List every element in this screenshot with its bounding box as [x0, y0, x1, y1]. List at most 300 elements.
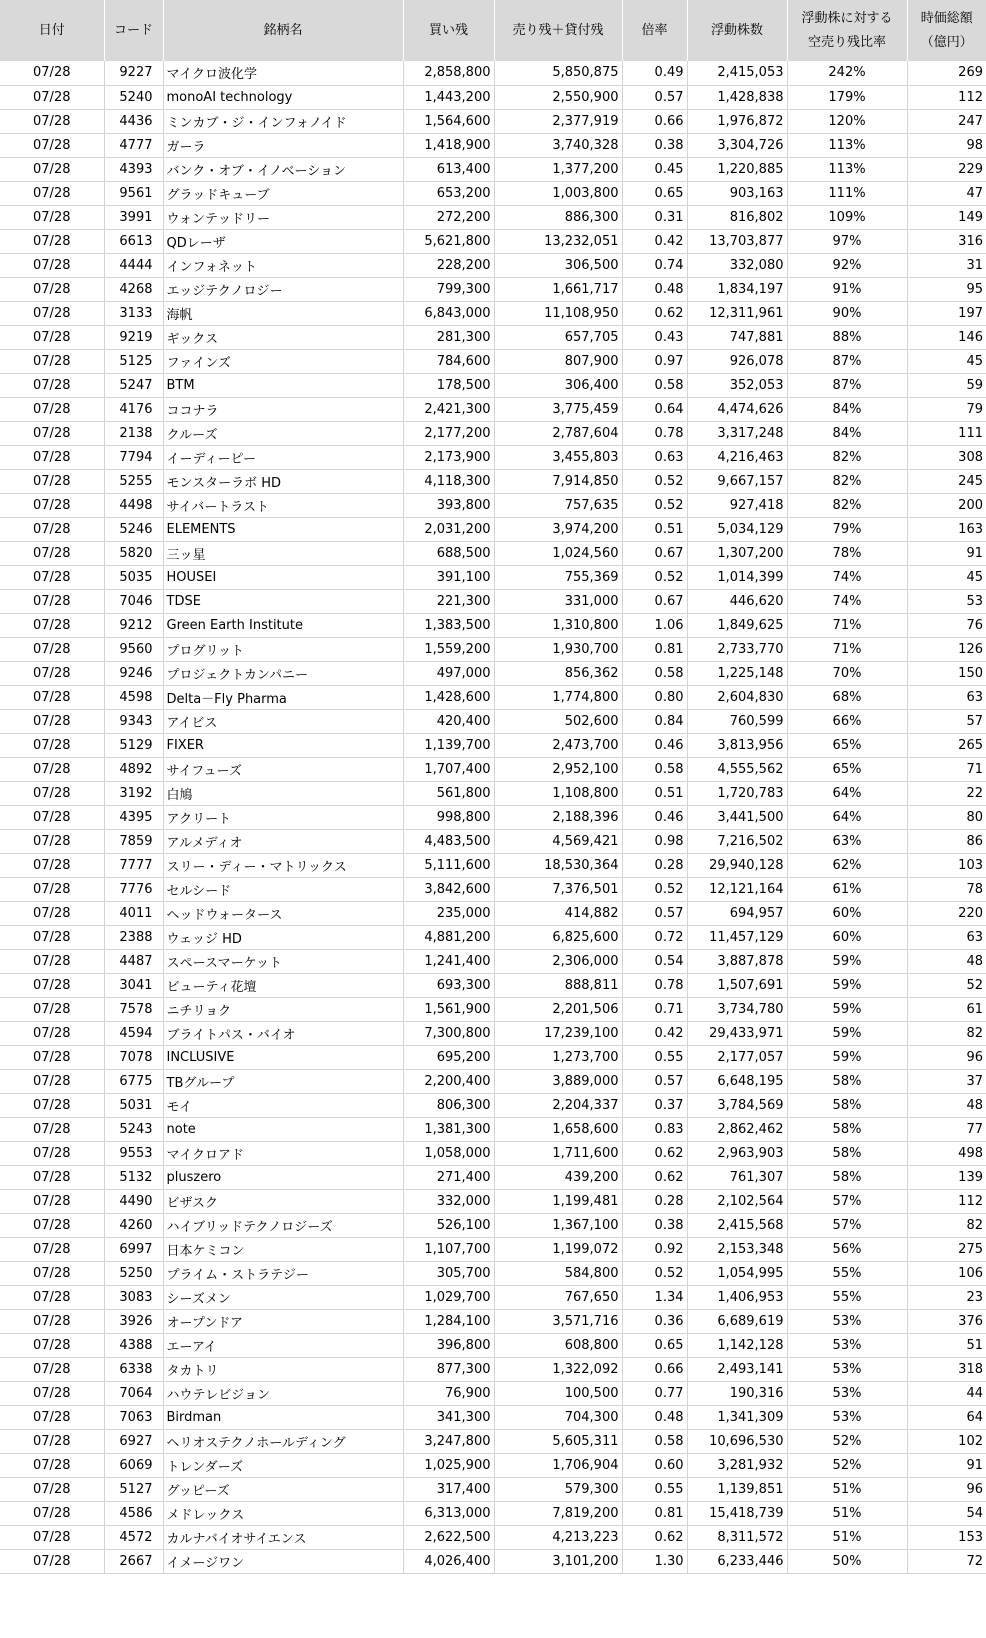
cell-short-ratio: 92% — [787, 253, 907, 277]
cell-date: 07/28 — [0, 1093, 104, 1117]
table-row — [0, 1021, 986, 1045]
cell-date: 07/28 — [0, 781, 104, 805]
cell-date: 07/28 — [0, 637, 104, 661]
cell-ratio: 0.42 — [622, 229, 687, 253]
cell-sell: 1,199,072 — [494, 1237, 622, 1261]
cell-code: 7859 — [104, 829, 163, 853]
table-row — [0, 757, 986, 781]
cell-buy: 396,800 — [403, 1333, 494, 1357]
cell-sell: 502,600 — [494, 709, 622, 733]
cell-market-cap: 111 — [907, 421, 986, 445]
cell-sell: 5,605,311 — [494, 1429, 622, 1453]
header-buy: 買い残 — [403, 0, 494, 61]
cell-float: 6,648,195 — [687, 1069, 787, 1093]
cell-ratio: 0.52 — [622, 469, 687, 493]
cell-market-cap: 98 — [907, 133, 986, 157]
cell-date: 07/28 — [0, 181, 104, 205]
cell-code: 4268 — [104, 277, 163, 301]
cell-date: 07/28 — [0, 925, 104, 949]
cell-buy: 221,300 — [403, 589, 494, 613]
table-row — [0, 157, 986, 181]
cell-float: 3,317,248 — [687, 421, 787, 445]
cell-ratio: 0.78 — [622, 973, 687, 997]
cell-ratio: 0.72 — [622, 925, 687, 949]
cell-market-cap: 150 — [907, 661, 986, 685]
cell-float: 1,428,838 — [687, 85, 787, 109]
table-row — [0, 109, 986, 133]
cell-ratio: 0.52 — [622, 877, 687, 901]
cell-name: サイバートラスト — [163, 493, 403, 517]
table-row — [0, 805, 986, 829]
cell-name: Birdman — [163, 1405, 403, 1429]
cell-buy: 1,383,500 — [403, 613, 494, 637]
cell-market-cap: 200 — [907, 493, 986, 517]
cell-code: 9343 — [104, 709, 163, 733]
cell-float: 1,220,885 — [687, 157, 787, 181]
cell-name: ELEMENTS — [163, 517, 403, 541]
cell-date: 07/28 — [0, 1405, 104, 1429]
cell-code: 7578 — [104, 997, 163, 1021]
cell-name: ヘッドウォータース — [163, 901, 403, 925]
cell-sell: 2,188,396 — [494, 805, 622, 829]
cell-float: 1,307,200 — [687, 541, 787, 565]
cell-buy: 4,881,200 — [403, 925, 494, 949]
cell-market-cap: 51 — [907, 1333, 986, 1357]
cell-buy: 7,300,800 — [403, 1021, 494, 1045]
cell-market-cap: 163 — [907, 517, 986, 541]
cell-short-ratio: 53% — [787, 1309, 907, 1333]
cell-date: 07/28 — [0, 469, 104, 493]
cell-name: エッジテクノロジー — [163, 277, 403, 301]
cell-market-cap: 31 — [907, 253, 986, 277]
cell-sell: 1,108,800 — [494, 781, 622, 805]
cell-name: サイフューズ — [163, 757, 403, 781]
cell-market-cap: 220 — [907, 901, 986, 925]
cell-name: ガーラ — [163, 133, 403, 157]
cell-sell: 755,369 — [494, 565, 622, 589]
cell-name: ニチリョク — [163, 997, 403, 1021]
cell-ratio: 0.97 — [622, 349, 687, 373]
cell-short-ratio: 52% — [787, 1453, 907, 1477]
cell-short-ratio: 70% — [787, 661, 907, 685]
table-row — [0, 1453, 986, 1477]
table-row — [0, 1285, 986, 1309]
cell-date: 07/28 — [0, 109, 104, 133]
table-row — [0, 301, 986, 325]
cell-name: アイビス — [163, 709, 403, 733]
cell-market-cap: 126 — [907, 637, 986, 661]
cell-float: 8,311,572 — [687, 1525, 787, 1549]
cell-market-cap: 498 — [907, 1141, 986, 1165]
cell-buy: 3,842,600 — [403, 877, 494, 901]
cell-date: 07/28 — [0, 517, 104, 541]
table-row — [0, 661, 986, 685]
cell-buy: 1,443,200 — [403, 85, 494, 109]
cell-buy: 2,858,800 — [403, 61, 494, 85]
table-row — [0, 85, 986, 109]
cell-ratio: 0.43 — [622, 325, 687, 349]
cell-ratio: 0.67 — [622, 541, 687, 565]
cell-buy: 877,300 — [403, 1357, 494, 1381]
cell-name: ウェッジ HD — [163, 925, 403, 949]
table-row — [0, 541, 986, 565]
cell-sell: 414,882 — [494, 901, 622, 925]
cell-buy: 1,058,000 — [403, 1141, 494, 1165]
cell-code: 3133 — [104, 301, 163, 325]
cell-ratio: 1.30 — [622, 1549, 687, 1573]
cell-date: 07/28 — [0, 733, 104, 757]
cell-buy: 653,200 — [403, 181, 494, 205]
cell-date: 07/28 — [0, 1117, 104, 1141]
cell-short-ratio: 87% — [787, 373, 907, 397]
cell-sell: 608,800 — [494, 1333, 622, 1357]
cell-short-ratio: 59% — [787, 997, 907, 1021]
table-row — [0, 1117, 986, 1141]
cell-code: 4393 — [104, 157, 163, 181]
cell-float: 694,957 — [687, 901, 787, 925]
cell-float: 760,599 — [687, 709, 787, 733]
cell-code: 7777 — [104, 853, 163, 877]
cell-ratio: 0.67 — [622, 589, 687, 613]
cell-float: 1,406,953 — [687, 1285, 787, 1309]
cell-sell: 306,500 — [494, 253, 622, 277]
cell-short-ratio: 78% — [787, 541, 907, 565]
cell-buy: 2,031,200 — [403, 517, 494, 541]
table-row — [0, 925, 986, 949]
table-row — [0, 205, 986, 229]
cell-sell: 1,711,600 — [494, 1141, 622, 1165]
cell-name: プログリット — [163, 637, 403, 661]
cell-market-cap: 53 — [907, 589, 986, 613]
cell-short-ratio: 66% — [787, 709, 907, 733]
cell-float: 926,078 — [687, 349, 787, 373]
cell-buy: 228,200 — [403, 253, 494, 277]
cell-ratio: 0.65 — [622, 181, 687, 205]
cell-ratio: 0.80 — [622, 685, 687, 709]
cell-name: ファインズ — [163, 349, 403, 373]
cell-buy: 76,900 — [403, 1381, 494, 1405]
cell-market-cap: 82 — [907, 1213, 986, 1237]
cell-date: 07/28 — [0, 421, 104, 445]
cell-ratio: 0.31 — [622, 205, 687, 229]
cell-name: ハイブリッドテクノロジーズ — [163, 1213, 403, 1237]
cell-code: 6775 — [104, 1069, 163, 1093]
table-row — [0, 133, 986, 157]
table-row — [0, 829, 986, 853]
cell-float: 6,233,446 — [687, 1549, 787, 1573]
cell-short-ratio: 87% — [787, 349, 907, 373]
cell-market-cap: 95 — [907, 277, 986, 301]
cell-sell: 5,850,875 — [494, 61, 622, 85]
cell-sell: 1,661,717 — [494, 277, 622, 301]
cell-name: マイクロ波化学 — [163, 61, 403, 85]
cell-date: 07/28 — [0, 1501, 104, 1525]
cell-float: 1,054,995 — [687, 1261, 787, 1285]
cell-date: 07/28 — [0, 1357, 104, 1381]
cell-market-cap: 79 — [907, 397, 986, 421]
cell-date: 07/28 — [0, 1165, 104, 1189]
cell-ratio: 0.46 — [622, 805, 687, 829]
cell-ratio: 0.58 — [622, 1429, 687, 1453]
cell-float: 1,720,783 — [687, 781, 787, 805]
cell-ratio: 0.92 — [622, 1237, 687, 1261]
cell-name: モンスターラボ HD — [163, 469, 403, 493]
cell-ratio: 0.45 — [622, 157, 687, 181]
cell-market-cap: 78 — [907, 877, 986, 901]
cell-ratio: 0.71 — [622, 997, 687, 1021]
cell-code: 3926 — [104, 1309, 163, 1333]
cell-short-ratio: 59% — [787, 1021, 907, 1045]
cell-market-cap: 80 — [907, 805, 986, 829]
table-row — [0, 1333, 986, 1357]
cell-code: 4572 — [104, 1525, 163, 1549]
cell-ratio: 0.77 — [622, 1381, 687, 1405]
cell-buy: 4,483,500 — [403, 829, 494, 853]
cell-name: INCLUSIVE — [163, 1045, 403, 1069]
cell-buy: 178,500 — [403, 373, 494, 397]
table-row — [0, 325, 986, 349]
cell-market-cap: 91 — [907, 541, 986, 565]
cell-ratio: 0.38 — [622, 1213, 687, 1237]
cell-market-cap: 96 — [907, 1045, 986, 1069]
cell-sell: 807,900 — [494, 349, 622, 373]
table-row — [0, 373, 986, 397]
cell-date: 07/28 — [0, 973, 104, 997]
cell-name: イーディーピー — [163, 445, 403, 469]
cell-date: 07/28 — [0, 877, 104, 901]
cell-float: 5,034,129 — [687, 517, 787, 541]
cell-name: monoAI technology — [163, 85, 403, 109]
cell-code: 3041 — [104, 973, 163, 997]
cell-date: 07/28 — [0, 277, 104, 301]
cell-ratio: 0.51 — [622, 781, 687, 805]
cell-date: 07/28 — [0, 1525, 104, 1549]
cell-sell: 4,213,223 — [494, 1525, 622, 1549]
header-ratio: 倍率 — [622, 0, 687, 61]
cell-sell: 7,376,501 — [494, 877, 622, 901]
cell-date: 07/28 — [0, 997, 104, 1021]
cell-sell: 17,239,100 — [494, 1021, 622, 1045]
cell-float: 332,080 — [687, 253, 787, 277]
cell-code: 4260 — [104, 1213, 163, 1237]
cell-code: 5129 — [104, 733, 163, 757]
cell-market-cap: 229 — [907, 157, 986, 181]
cell-code: 9560 — [104, 637, 163, 661]
table-row — [0, 1237, 986, 1261]
cell-short-ratio: 68% — [787, 685, 907, 709]
table-row — [0, 613, 986, 637]
cell-market-cap: 76 — [907, 613, 986, 637]
cell-name: セルシード — [163, 877, 403, 901]
table-row — [0, 1381, 986, 1405]
cell-market-cap: 91 — [907, 1453, 986, 1477]
table-row — [0, 901, 986, 925]
cell-sell: 1,930,700 — [494, 637, 622, 661]
cell-buy: 5,111,600 — [403, 853, 494, 877]
cell-float: 1,976,872 — [687, 109, 787, 133]
cell-date: 07/28 — [0, 301, 104, 325]
cell-date: 07/28 — [0, 805, 104, 829]
cell-short-ratio: 59% — [787, 973, 907, 997]
cell-name: BTM — [163, 373, 403, 397]
cell-code: 6069 — [104, 1453, 163, 1477]
cell-ratio: 0.46 — [622, 733, 687, 757]
cell-name: グラッドキューブ — [163, 181, 403, 205]
cell-date: 07/28 — [0, 1021, 104, 1045]
cell-buy: 688,500 — [403, 541, 494, 565]
cell-ratio: 0.48 — [622, 277, 687, 301]
table-row — [0, 709, 986, 733]
cell-code: 9561 — [104, 181, 163, 205]
cell-code: 9212 — [104, 613, 163, 637]
cell-code: 2388 — [104, 925, 163, 949]
cell-date: 07/28 — [0, 349, 104, 373]
cell-code: 9219 — [104, 325, 163, 349]
cell-ratio: 0.62 — [622, 1165, 687, 1189]
table-row — [0, 949, 986, 973]
cell-date: 07/28 — [0, 589, 104, 613]
cell-float: 29,433,971 — [687, 1021, 787, 1045]
cell-market-cap: 63 — [907, 925, 986, 949]
cell-market-cap: 316 — [907, 229, 986, 253]
cell-short-ratio: 74% — [787, 589, 907, 613]
cell-name: 三ッ星 — [163, 541, 403, 565]
cell-short-ratio: 60% — [787, 925, 907, 949]
cell-sell: 767,650 — [494, 1285, 622, 1309]
table-row — [0, 589, 986, 613]
cell-date: 07/28 — [0, 325, 104, 349]
cell-buy: 2,200,400 — [403, 1069, 494, 1093]
cell-date: 07/28 — [0, 397, 104, 421]
cell-date: 07/28 — [0, 493, 104, 517]
cell-sell: 2,787,604 — [494, 421, 622, 445]
cell-short-ratio: 53% — [787, 1333, 907, 1357]
cell-short-ratio: 51% — [787, 1477, 907, 1501]
cell-ratio: 0.52 — [622, 565, 687, 589]
cell-buy: 1,418,900 — [403, 133, 494, 157]
cell-sell: 1,273,700 — [494, 1045, 622, 1069]
cell-sell: 3,101,200 — [494, 1549, 622, 1573]
cell-name: マイクロアド — [163, 1141, 403, 1165]
cell-buy: 1,564,600 — [403, 109, 494, 133]
cell-float: 2,963,903 — [687, 1141, 787, 1165]
cell-buy: 1,559,200 — [403, 637, 494, 661]
cell-short-ratio: 60% — [787, 901, 907, 925]
cell-ratio: 0.66 — [622, 109, 687, 133]
cell-code: 9246 — [104, 661, 163, 685]
cell-name: 白鳩 — [163, 781, 403, 805]
cell-short-ratio: 62% — [787, 853, 907, 877]
table-row — [0, 1477, 986, 1501]
cell-sell: 439,200 — [494, 1165, 622, 1189]
cell-float: 2,733,770 — [687, 637, 787, 661]
cell-market-cap: 265 — [907, 733, 986, 757]
cell-name: Green Earth Institute — [163, 613, 403, 637]
table-row — [0, 1525, 986, 1549]
cell-short-ratio: 64% — [787, 805, 907, 829]
cell-short-ratio: 242% — [787, 61, 907, 85]
cell-name: TBグループ — [163, 1069, 403, 1093]
cell-code: 2667 — [104, 1549, 163, 1573]
table-row — [0, 1189, 986, 1213]
cell-float: 3,304,726 — [687, 133, 787, 157]
cell-sell: 2,473,700 — [494, 733, 622, 757]
cell-buy: 272,200 — [403, 205, 494, 229]
cell-market-cap: 247 — [907, 109, 986, 133]
cell-ratio: 0.58 — [622, 757, 687, 781]
cell-market-cap: 106 — [907, 1261, 986, 1285]
cell-short-ratio: 65% — [787, 733, 907, 757]
cell-code: 6338 — [104, 1357, 163, 1381]
cell-market-cap: 96 — [907, 1477, 986, 1501]
cell-market-cap: 71 — [907, 757, 986, 781]
cell-float: 816,802 — [687, 205, 787, 229]
cell-ratio: 0.57 — [622, 85, 687, 109]
cell-short-ratio: 109% — [787, 205, 907, 229]
header-sell: 売り残＋貸付残 — [494, 0, 622, 61]
cell-code: 7078 — [104, 1045, 163, 1069]
cell-sell: 6,825,600 — [494, 925, 622, 949]
table-row — [0, 469, 986, 493]
table-row — [0, 445, 986, 469]
cell-sell: 3,455,803 — [494, 445, 622, 469]
cell-short-ratio: 74% — [787, 565, 907, 589]
cell-ratio: 0.49 — [622, 61, 687, 85]
cell-name: Delta－Fly Pharma — [163, 685, 403, 709]
cell-sell: 1,367,100 — [494, 1213, 622, 1237]
cell-ratio: 1.06 — [622, 613, 687, 637]
cell-float: 4,216,463 — [687, 445, 787, 469]
cell-sell: 4,569,421 — [494, 829, 622, 853]
cell-short-ratio: 113% — [787, 133, 907, 157]
cell-sell: 856,362 — [494, 661, 622, 685]
cell-short-ratio: 58% — [787, 1117, 907, 1141]
cell-float: 4,555,562 — [687, 757, 787, 781]
cell-buy: 391,100 — [403, 565, 494, 589]
header-date: 日付 — [0, 0, 104, 61]
cell-date: 07/28 — [0, 1381, 104, 1405]
cell-short-ratio: 84% — [787, 397, 907, 421]
cell-market-cap: 275 — [907, 1237, 986, 1261]
header-code: コード — [104, 0, 163, 61]
cell-ratio: 0.81 — [622, 637, 687, 661]
cell-date: 07/28 — [0, 445, 104, 469]
cell-sell: 2,550,900 — [494, 85, 622, 109]
cell-buy: 1,284,100 — [403, 1309, 494, 1333]
cell-sell: 7,819,200 — [494, 1501, 622, 1525]
cell-code: 5125 — [104, 349, 163, 373]
cell-date: 07/28 — [0, 709, 104, 733]
cell-float: 1,507,691 — [687, 973, 787, 997]
cell-name: ミンカブ・ジ・インフォノイド — [163, 109, 403, 133]
cell-sell: 306,400 — [494, 373, 622, 397]
cell-market-cap: 45 — [907, 349, 986, 373]
cell-ratio: 0.81 — [622, 1501, 687, 1525]
cell-name: TDSE — [163, 589, 403, 613]
cell-code: 3991 — [104, 205, 163, 229]
cell-market-cap: 146 — [907, 325, 986, 349]
cell-sell: 100,500 — [494, 1381, 622, 1405]
cell-date: 07/28 — [0, 565, 104, 589]
cell-name: ウォンテッドリー — [163, 205, 403, 229]
cell-code: 4490 — [104, 1189, 163, 1213]
cell-ratio: 0.66 — [622, 1357, 687, 1381]
cell-code: 5031 — [104, 1093, 163, 1117]
cell-name: グッピーズ — [163, 1477, 403, 1501]
cell-float: 761,307 — [687, 1165, 787, 1189]
cell-ratio: 0.57 — [622, 1069, 687, 1093]
cell-code: 5035 — [104, 565, 163, 589]
